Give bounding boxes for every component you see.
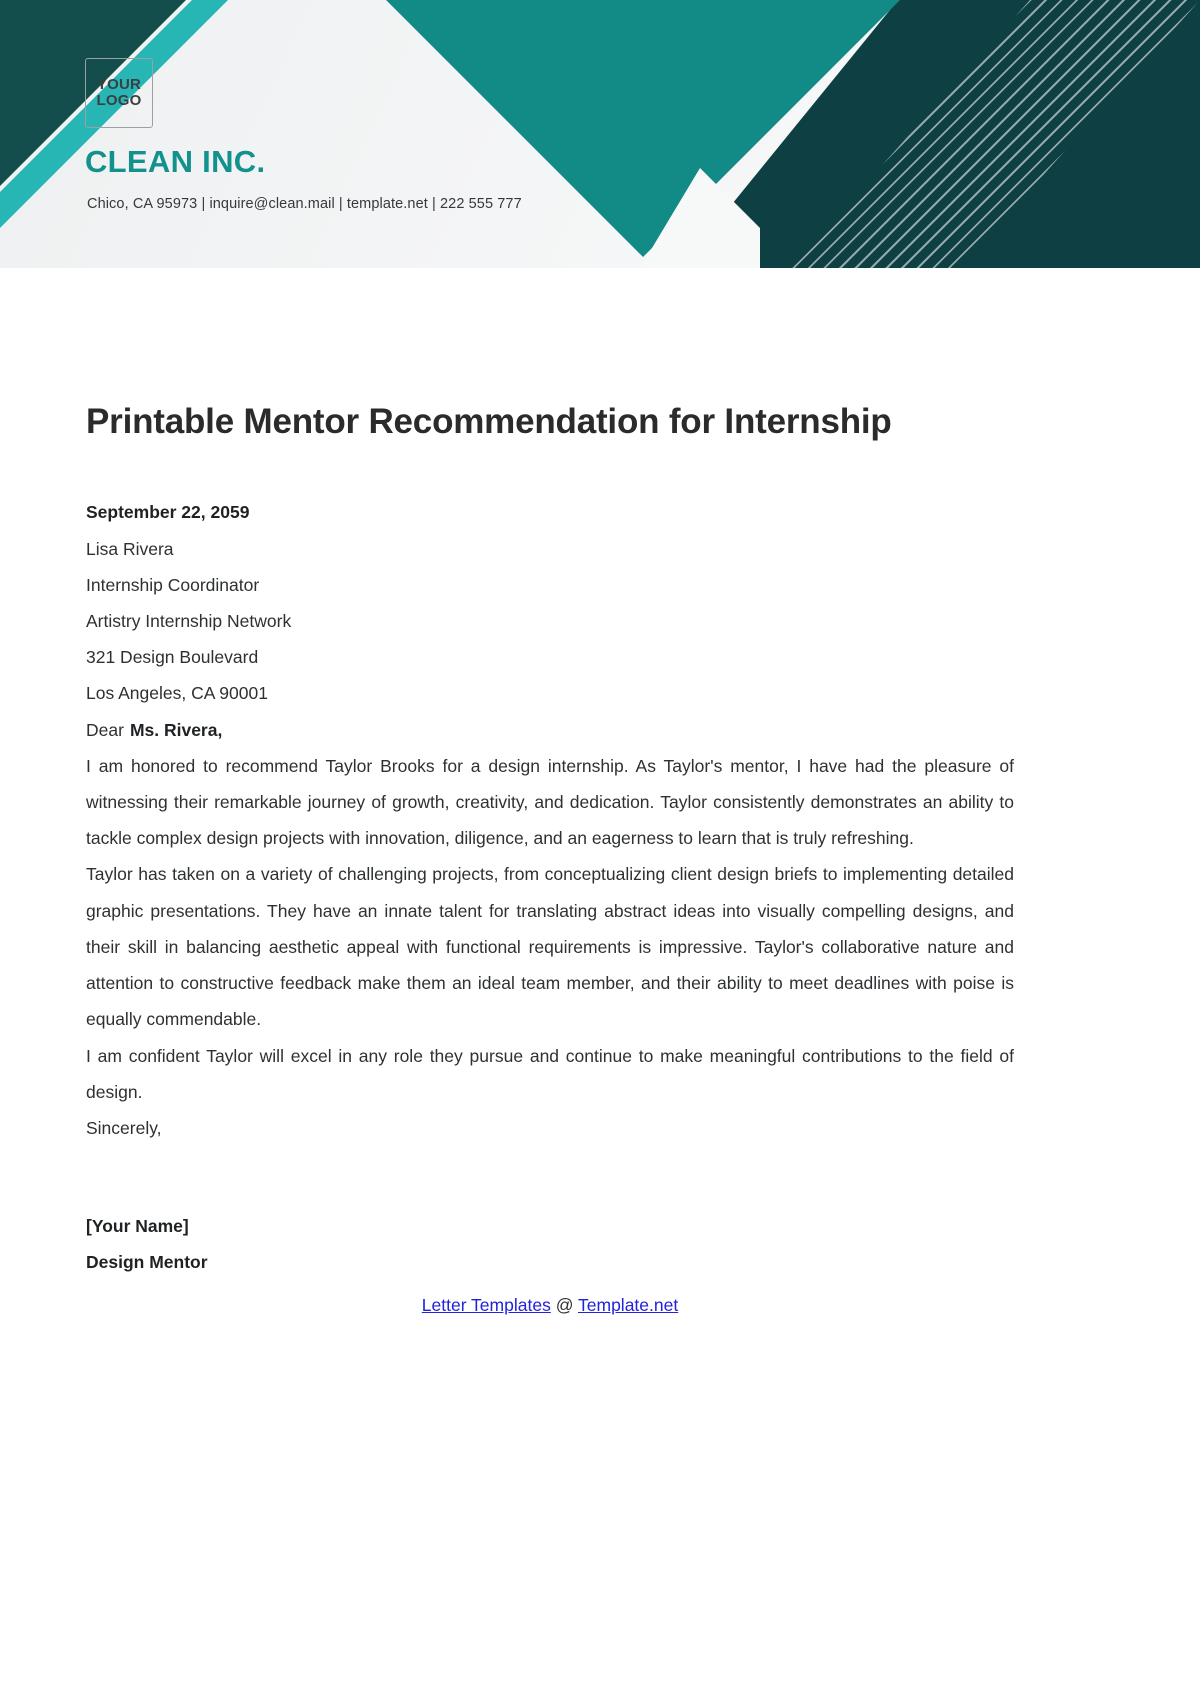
- closing-salutation: Sincerely,: [86, 1118, 162, 1139]
- signature-name: [Your Name]: [86, 1216, 189, 1237]
- logo-placeholder: [85, 58, 153, 128]
- letter-body: [86, 268, 1014, 1316]
- signature-space: [86, 1146, 1014, 1208]
- recipient-city-state-zip: Los Angeles, CA 90001: [86, 683, 268, 704]
- template-net-link[interactable]: Template.net: [578, 1294, 679, 1315]
- signature-title: Design Mentor: [86, 1252, 208, 1273]
- salutation-recipient-name: Ms. Rivera,: [129, 719, 223, 740]
- recipient-name: Lisa Rivera: [86, 538, 174, 559]
- recipient-street: 321 Design Boulevard: [86, 647, 259, 668]
- salutation: [86, 712, 1014, 748]
- letter-templates-link[interactable]: Letter Templates: [421, 1294, 551, 1315]
- company-contact-line: Chico, CA 95973 | inquire@clean.mail | template.net | 222 555 777: [87, 196, 522, 212]
- logo-text-line-2: LOGO: [96, 92, 142, 109]
- footer-attribution: [86, 1295, 1014, 1316]
- letterhead-header: [0, 0, 1200, 268]
- footer-separator: @: [550, 1294, 579, 1315]
- letter-date: September 22, 2059: [86, 502, 250, 523]
- logo-text-line-1: YOUR: [96, 75, 142, 93]
- body-paragraph-2: Taylor has taken on a variety of challenging projects, from conceptualizing client design briefs to implementing detailed graphic presentations. They have an innate talent for translating abstract ideas into visually compelling designs, and their skill in balancing aesthetic appeal with functional requirements is impressive. Taylor's collaborative nature and attention to constructive feedback make them an ideal team member, and their ability to meet deadlines with poise is equally commendable.: [86, 864, 1014, 1030]
- recipient-address-block: [86, 494, 1014, 711]
- recipient-job-title: Internship Coordinator: [86, 574, 260, 595]
- salutation-prefix: Dear: [86, 719, 124, 740]
- page-title: Printable Mentor Recommendation for Internship: [86, 402, 892, 441]
- body-paragraph-3: I am confident Taylor will excel in any role they pursue and continue to make meaningful contributions to the field of design.: [86, 1045, 1014, 1102]
- company-name: CLEAN INC.: [85, 144, 266, 179]
- body-paragraph-1: I am honored to recommend Taylor Brooks for a design internship. As Taylor's mentor, I have had the pleasure of witnessing their remarkable journey of growth, creativity, and dedication. Taylor consistently demonstrates an ability to tackle complex design projects with innovation, diligence, and an eagerness to learn that is truly refreshing.: [86, 755, 1014, 849]
- recipient-organization: Artistry Internship Network: [86, 610, 292, 631]
